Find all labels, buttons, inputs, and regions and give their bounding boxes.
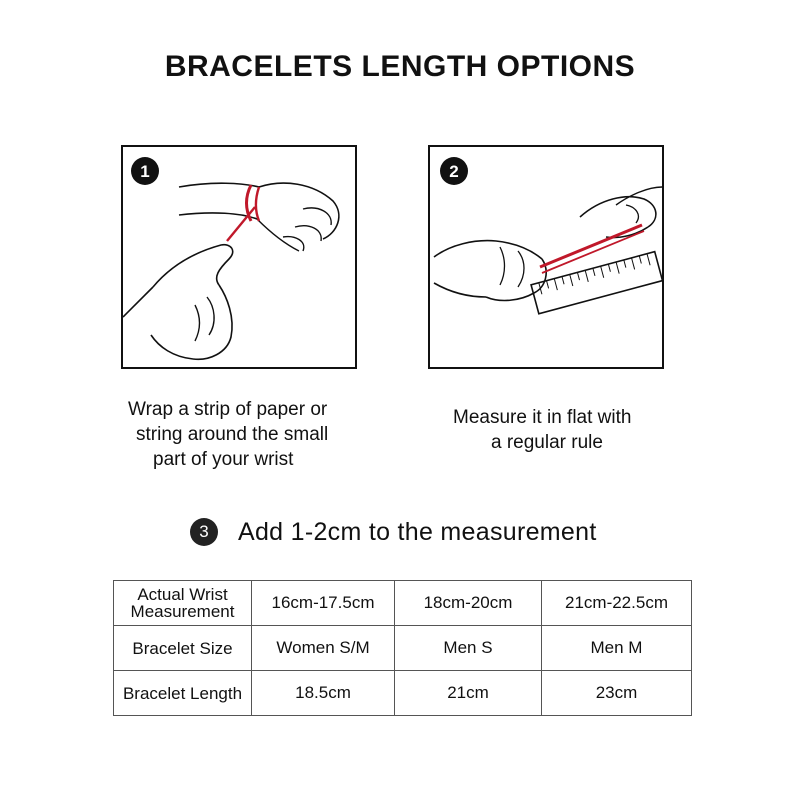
step-2-caption-line: Measure it in flat with <box>453 407 632 428</box>
step-3-badge-icon: 3 <box>190 518 218 546</box>
table-cell: Women S/M <box>252 626 395 671</box>
ruler-measure-illustration <box>430 147 662 367</box>
step-3-text: Add 1-2cm to the measurement <box>238 517 597 546</box>
step-2-illustration-panel <box>428 145 664 369</box>
table-row <box>114 671 692 716</box>
table-cell: 16cm-17.5cm <box>252 581 395 626</box>
step-2-caption <box>453 405 631 455</box>
table-cell: 21cm <box>395 671 542 716</box>
table-cell: 21cm-22.5cm <box>542 581 692 626</box>
table-row <box>114 626 692 671</box>
size-chart-table <box>113 580 692 716</box>
table-row <box>114 581 692 626</box>
row-label-bracelet-length: Bracelet Length <box>114 671 252 716</box>
wrist-wrap-illustration <box>123 147 355 367</box>
ruler-icon <box>531 252 662 314</box>
step-1-illustration-panel <box>121 145 357 369</box>
page-title: BRACELETS LENGTH OPTIONS <box>164 50 636 83</box>
step-1-number: 1 <box>140 162 150 181</box>
step-2-caption-line: a regular rule <box>491 432 603 453</box>
step-1-caption-line: string around the small <box>136 424 329 445</box>
row-label-wrist-measurement: Actual Wrist Measurement <box>114 581 252 626</box>
table-cell: Men M <box>542 626 692 671</box>
step-1-caption-line: part of your wrist <box>153 449 294 470</box>
table-cell: 18.5cm <box>252 671 395 716</box>
step-1-caption <box>128 397 328 472</box>
row-label-bracelet-size: Bracelet Size <box>114 626 252 671</box>
table-cell: 23cm <box>542 671 692 716</box>
table-cell: 18cm-20cm <box>395 581 542 626</box>
step-3-instruction <box>190 515 597 549</box>
step-2-number: 2 <box>449 162 459 181</box>
step-1-caption-line: Wrap a strip of paper or <box>128 399 328 420</box>
table-cell: Men S <box>395 626 542 671</box>
